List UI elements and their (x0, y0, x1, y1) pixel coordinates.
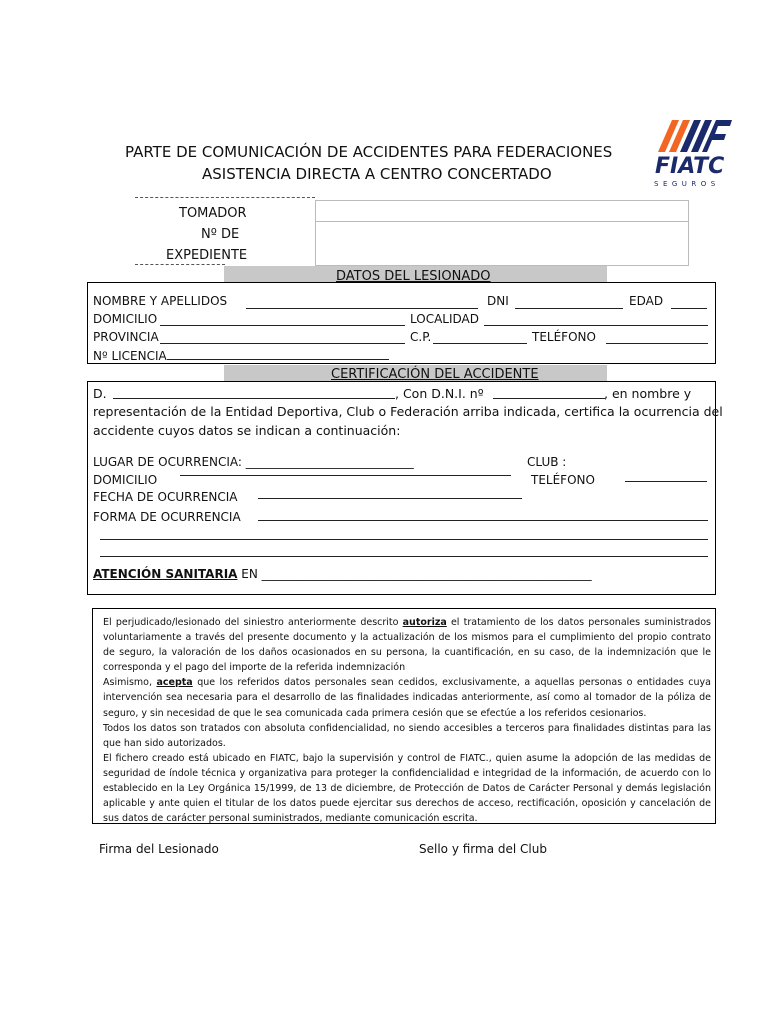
edad-label: EDAD (629, 294, 664, 308)
fecha-field[interactable] (258, 498, 522, 499)
legal-p1: El perjudicado/lesionado del siniestro anteriormente descrito autoriza el tratamiento de los datos personales suministrados voluntariamente a través del presente documento y la actualización de los mismos para el cumplimiento del propio contrato de seguro, la valoración de los daños ocasionados en su persona, la cuantificación, en su caso, de la indemnización que le corresponda y el pago del importe de la referida indemnización (103, 617, 711, 674)
expediente-label: EXPEDIENTE (166, 248, 248, 263)
tomador-label: TOMADOR (179, 206, 247, 221)
fecha-label: FECHA DE OCURRENCIA (93, 490, 238, 504)
atencion-field: EN _______________________________________________________ (237, 567, 592, 581)
lugar-label[interactable]: LUGAR DE OCURRENCIA: ____________________________ (93, 455, 414, 469)
fiatc-logo (652, 116, 734, 192)
num-de-label: Nº DE (201, 227, 240, 242)
legal-text (103, 615, 711, 826)
d-name-field[interactable] (113, 398, 395, 399)
atencion-line[interactable] (93, 567, 592, 581)
dni-label: DNI (487, 294, 509, 308)
en-nombre-label: , en nombre y (604, 386, 692, 401)
nombre-label: NOMBRE Y APELLIDOS (93, 294, 228, 308)
form-title-line2: ASISTENCIA DIRECTA A CENTRO CONCERTADO (202, 165, 552, 183)
licencia-label: Nº LICENCIA (93, 349, 167, 363)
tomador-input-box[interactable] (315, 200, 689, 266)
telefono-label: TELÉFONO (532, 330, 596, 344)
forma-label: FORMA DE OCURRENCIA (93, 510, 241, 524)
tomador-divider (316, 221, 688, 222)
cert-telefono-label: TELÉFONO (531, 473, 595, 487)
dni-field[interactable] (515, 308, 623, 309)
con-dni-label: , Con D.N.I. nº (395, 386, 484, 401)
cert-text-line2: representación de la Entidad Deportiva, Club o Federación arriba indicada, certifica la ocurrencia del (93, 404, 723, 419)
legal-p2: Asimismo, acepta que los referidos datos personales sean cedidos, exclusivamente, a aquellas personas o entidades cuya intervención sea necesaria para el desarrollo de las finalidades indicadas anteriormente, así como al tomador de la póliza de seguro, y sin necesidad de que le sea comunicada cada primera cesión que se efectúe a los referidos cesionarios. (103, 677, 711, 719)
fiatc-logo-sub: SEGUROS (654, 180, 720, 188)
atencion-label: ATENCIÓN SANITARIA (93, 567, 238, 581)
localidad-field[interactable] (484, 325, 708, 326)
licencia-field[interactable] (167, 359, 389, 360)
legal-p3: Todos los datos son tratados con absoluta confidencialidad, no siendo accesibles a terceros para finalidades distintas para las que han sido autorizados. (103, 722, 711, 749)
cert-telefono-field[interactable] (625, 481, 707, 482)
tomador-dash-top (135, 197, 315, 198)
nombre-field[interactable] (246, 308, 478, 309)
domicilio-label: DOMICILIO (93, 312, 158, 326)
localidad-label: LOCALIDAD (410, 312, 479, 326)
cert-text-line3: accidente cuyos datos se indican a continuación: (93, 423, 401, 438)
autoriza-keyword: autoriza (402, 617, 447, 628)
cert-dni-field[interactable] (493, 398, 605, 399)
provincia-label: PROVINCIA (93, 330, 159, 344)
cp-label: C.P. (410, 330, 432, 344)
tomador-dash-bottom (135, 264, 225, 265)
cert-domicilio-field[interactable] (180, 475, 511, 476)
firma-lesionado-label: Firma del Lesionado (99, 842, 219, 856)
cp-field[interactable] (433, 343, 527, 344)
provincia-field[interactable] (160, 343, 405, 344)
telefono-field[interactable] (606, 343, 708, 344)
domicilio-field[interactable] (160, 325, 405, 326)
legal-p4: El fichero creado está ubicado en FIATC, bajo la supervisión y control de FIATC., quien asume la adopción de las medidas de seguridad de índole técnica y organizativa para proteger la confidencialidad e integridad de la información, de acuerdo con lo establecido en la Ley Orgánica 15/1999, de 13 de diciembre, de Protección de Datos de Carácter Personal y demás legislación aplicable y ante quien el titular de los datos puede ejercitar sus derechos de acceso, rectificación, oposición y cancelación de sus datos de carácter personal suministrados, mediante comunicación escrita. (103, 752, 711, 825)
form-title-line1: PARTE DE COMUNICACIÓN DE ACCIDENTES PARA FEDERACIONES (125, 143, 613, 161)
fiatc-logo-text: FIATC (655, 154, 725, 179)
certificacion-heading: CERTIFICACIÓN DEL ACCIDENTE (331, 367, 539, 382)
cert-domicilio-label: DOMICILIO (93, 473, 158, 487)
acepta-keyword: acepta (156, 677, 193, 689)
edad-field[interactable] (671, 308, 707, 309)
forma-field-3[interactable] (100, 556, 708, 557)
forma-field-2[interactable] (100, 539, 708, 540)
club-label: CLUB : (527, 455, 567, 469)
d-label: D. (93, 386, 107, 401)
forma-field-1[interactable] (258, 520, 708, 521)
firma-club-label: Sello y firma del Club (419, 842, 547, 856)
lesionado-heading: DATOS DEL LESIONADO (336, 269, 491, 284)
